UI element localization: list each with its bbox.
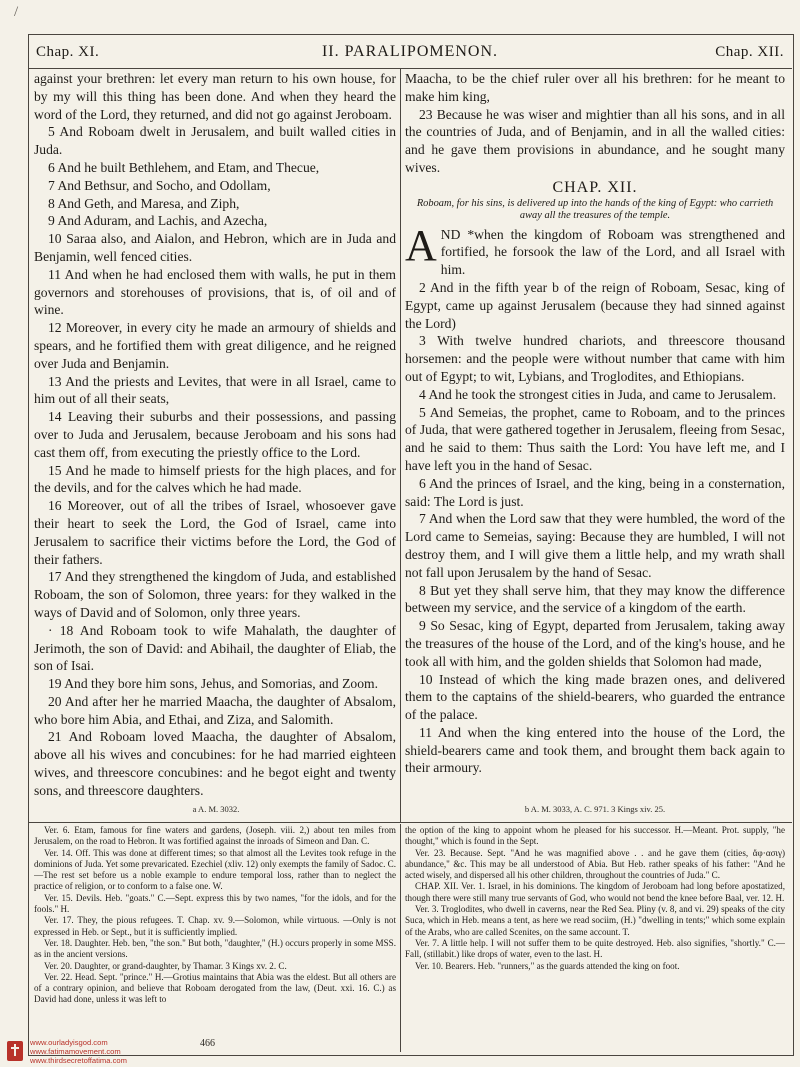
footnote-ref-left: a A. M. 3032. [192, 804, 240, 814]
verse-paragraph: 11 And when he had enclosed them with walls, he put in them governors and storehouses of provisions, that is, of oil and of wine. [34, 266, 396, 318]
verse-paragraph: 10 Instead of which the king made brazen ones, and delivered them to the captains of the shield-bearers, who guarded the entrance of the palace. [405, 671, 785, 723]
notes-left-column [34, 825, 396, 1047]
verse-paragraph: 7 And when the Lord saw that they were humbled, the word of the Lord came to Semeias, saying: Because they are humbled, I will not destroy them, and I will give them a little help, and my wrath shall not fall upon Jerusalem by the hand of Sesac. [405, 511, 785, 580]
right-text-column [405, 70, 785, 797]
commentary-note: Ver. 3. Troglodites, who dwell in caverns, near the Red Sea. Pliny (v. 8, and vi. 29) speaks of the city Suca, which in Heb. means a tent, as here we read sociim, (H.) "dwelling in tents;" which some explain of the Arabs, who are called Scenites, on the same account. T. [405, 904, 785, 937]
verse-paragraph: 15 And he made to himself priests for the high places, and for the devils, and for the calves which he had made. [34, 462, 396, 496]
verse-paragraph: 2 And in the fifth year b of the reign of Roboam, Sesac, king of Egypt, came up against Jerusalem (because they had sinned against the Lord) [405, 279, 785, 331]
column-divider [400, 68, 401, 822]
verse-paragraph: 9 So Sesac, king of Egypt, departed from Jerusalem, taking away the treasures of the house of the Lord, and of the king's house, and he took all with him, and the golden shields that Solomon had made, [405, 618, 785, 669]
commentary-note: Ver. 15. Devils. Heb. "goats." C.—Sept. express this by two names, "for the idols, and for the fools." H. [34, 892, 396, 915]
verse-paragraph: 20 And after her he married Maacha, the daughter of Absalom, who bore him Abia, and Ethai, and Ziza, and Salomith. [34, 693, 396, 727]
verse-paragraph: 9 And Aduram, and Lachis, and Azecha, [48, 213, 268, 229]
verse-paragraph: 11 And when the king entered into the house of the Lord, the shield-bearers came and took them, and brought them back again to their armoury. [405, 724, 785, 776]
verse-paragraph: 10 Saraa also, and Aialon, and Hebron, which are in Juda and Benjamin, well fenced cities. [34, 231, 396, 264]
verse-paragraph: 5 And Semeias, the prophet, came to Roboam, and to the princes of Juda, that were gathered together in Jerusalem, fleeing from Sesac, and he said to them: Thus saith the Lord: You have left me, and I have left you in the hand of Sesac. [405, 404, 785, 473]
commentary-note: Ver. 17. They, the pious refugees. T. Chap. xv. 9.—Solomon, while virtuous. —Only is not expressed in Heb. or Sept., but it is sufficiently implied. [34, 915, 396, 937]
commentary-note: Ver. 6. Etam, famous for fine waters and gardens, (Joseph. viii. 2,) about ten miles from Jerusalem, on the road to Hebron. It was fortified against the inroads of Simeon and Dan. C. [34, 825, 396, 847]
watermark-urls [30, 1038, 127, 1065]
page-number: 466 [200, 1038, 215, 1049]
left-text-column [34, 70, 396, 797]
top-mark: / [14, 4, 19, 20]
first-verse-text: ND *when the kingdom of Roboam was strengthened and fortified, he forsook the law of the Lord, and all Israel with him. [440, 226, 785, 278]
verse-paragraph: 7 And Bethsur, and Socho, and Odollam, [48, 177, 271, 193]
verse-paragraph: 3 With twelve hundred chariots, and threescore thousand horsemen: and the people were without number that came with him out of Egypt; to wit, Lybians, and Troglodites, and Ethiopians. [405, 333, 785, 384]
commentary-note: Ver. 18. Daughter. Heb. ben, "the son." But both, "daughter," (H.) occurs properly in some MSS. as in the ancient versions. [34, 937, 396, 960]
verse-paragraph: 6 And the princes of Israel, and the king, being in a consternation, said: The Lord is just. [405, 475, 785, 509]
watermark-logo-icon [6, 1040, 24, 1062]
verse-paragraph: 8 But yet they shall serve him, that they may know the difference between my service, and the service of a kingdom of the earth. [405, 582, 785, 616]
commentary-note: CHAP. XII. Ver. 1. Israel, in his dominions. The kingdom of Jeroboam had long before apostatized, though there were still many true servants of God, who would not bend the knee before Baal, ver. 12. H. [405, 881, 785, 903]
verse-paragraph: Maacha, to be the chief ruler over all his brethren: for he meant to make him king, [405, 71, 785, 104]
verse-paragraph: 23 Because he was wiser and mightier than all his sons, and in all the countries of Juda, and of Benjamin, and in all the walled cities: and he gave them provisions in abundance, and he sought many wives. [405, 106, 785, 175]
commentary-note: Ver. 10. Bearers. Heb. "runners," as the guards attended the king on foot. [415, 960, 680, 971]
watermark-url: www.fatimamovement.com [30, 1047, 121, 1056]
watermark-url: www.ourladyisgod.com [30, 1038, 108, 1047]
header-left-chapter: Chap. XI. [36, 44, 100, 60]
verse-paragraph: 21 And Roboam loved Maacha, the daughter of Absalom, above all his wives and concubines: for he had married eighteen wives, and threescore concubines: and he begot eight and twenty sons, and threescore daughters. [34, 729, 396, 797]
verse-paragraph: 13 And the priests and Levites, that were in all Israel, came to him out of all their seats, [34, 373, 396, 407]
verse-paragraph: 16 Moreover, out of all the tribes of Israel, whosoever gave their heart to seek the Lord, the God of Israel, came into Jerusalem to sacrifice their victims before the Lord, the God of their fathers. [34, 498, 396, 567]
right-column-opening-verses [405, 70, 785, 177]
running-header [28, 34, 792, 69]
commentary-note: Ver. 7. A little help. I will not suffer them to be quite destroyed. Heb. also signifies, "shortly." C.—Fall, (stillabit.) like drops of water, even to the last. H. [405, 937, 785, 960]
verse-paragraph: 6 And he built Bethlehem, and Etam, and Thecue, [48, 159, 320, 175]
chapter-summary: Roboam, for his sins, is delivered up into the hands of the king of Egypt: who carrieth away all the treasures of the temple. [416, 197, 774, 222]
verse-paragraph: 5 And Roboam dwelt in Jerusalem, and built walled cities in Juda. [34, 124, 396, 158]
verse-paragraph: 14 Leaving their suburbs and their possessions, and passing over to Juda and Jerusalem, because Jeroboam and his sons had cast them off, from executing the priestly office to the Lord. [34, 409, 396, 460]
commentary-note: Ver. 23. Because. Sept. "And he was magnified above . . and he gave them (cities, ἄφ·ασιγ) abundance," &c. This may be all understood of Abia. But Heb. rather speaks of his father: "And he acted wisely, and dispersed all his other children, throughout the countries of Juda." C. [405, 847, 785, 881]
verse-paragraph: 19 And they bore him sons, Jehus, and Somorias, and Zoom. [48, 676, 378, 692]
footnote-ref-right: b A. M. 3033, A. C. 971. 3 Kings xiv. 25. [524, 804, 666, 814]
drop-cap-letter: A [405, 220, 437, 270]
commentary-note: Ver. 22. Head. Sept. "prince." H.—Grotius maintains that Abia was the eldest. But all others are of a contrary opinion, and believe that Roboam derogated from the law, (Deut. xxi. 16. C.) as David had done, unless it was left to [34, 971, 396, 1005]
chapter-title: CHAP. XII. [552, 178, 638, 196]
header-right-chapter: Chap. XII. [715, 44, 784, 60]
commentary-note: Ver. 14. Off. This was done at different times; so that almost all the Levites took refuge in the dominions of Juda. Yet some prevaricated. Ezechiel (xliv. 12) only exempts the family of Sadoc. C.—The rest set before us a noble example to endure temporal loss, rather than to neglect the practice of religion, or to conform to a false one. W. [34, 847, 396, 892]
right-column-verses [405, 279, 785, 777]
verse-paragraph: against your brethren: let every man return to his own house, for by my will this thing has been done. And when they heard the word of the Lord, they returned, and did not go against Jeroboam. [34, 71, 396, 122]
commentary-note: the option of the king to appoint whom he pleased for his successor. H.—Meant. Prot. supply, "he thought," which is found in the Sept. [405, 825, 785, 847]
notes-right-column [405, 825, 785, 1047]
notes-column-divider [400, 824, 401, 1052]
verse-paragraph: 17 And they strengthened the kingdom of Juda, and established Roboam, the son of Solomon, three years: for they walked in the ways of David and of Solomon, only three years. [34, 569, 396, 620]
verse-paragraph: 4 And he took the strongest cities in Juda, and came to Jerusalem. [419, 386, 777, 402]
verse-paragraph: · 18 And Roboam took to wife Mahalath, the daughter of Jerimoth, the son of David: and Abihail, the daughter of Eliab, the son of Isai. [34, 622, 396, 674]
verse-paragraph: 8 And Geth, and Maresa, and Ziph, [48, 195, 240, 211]
header-book-title: II. PARALIPOMENON. [321, 43, 499, 60]
notes-divider [28, 822, 792, 823]
chapter-first-verse [405, 220, 785, 279]
watermark-url: www.thirdsecretoffatima.com [30, 1056, 127, 1065]
verse-paragraph: 12 Moreover, in every city he made an armoury of shields and spears, and he fortified them with great diligence, and he reigned over Juda and Benjamin. [34, 320, 396, 371]
commentary-note: Ver. 20. Daughter, or grand-daughter, by Thamar. 3 Kings xv. 2. C. [44, 960, 287, 971]
